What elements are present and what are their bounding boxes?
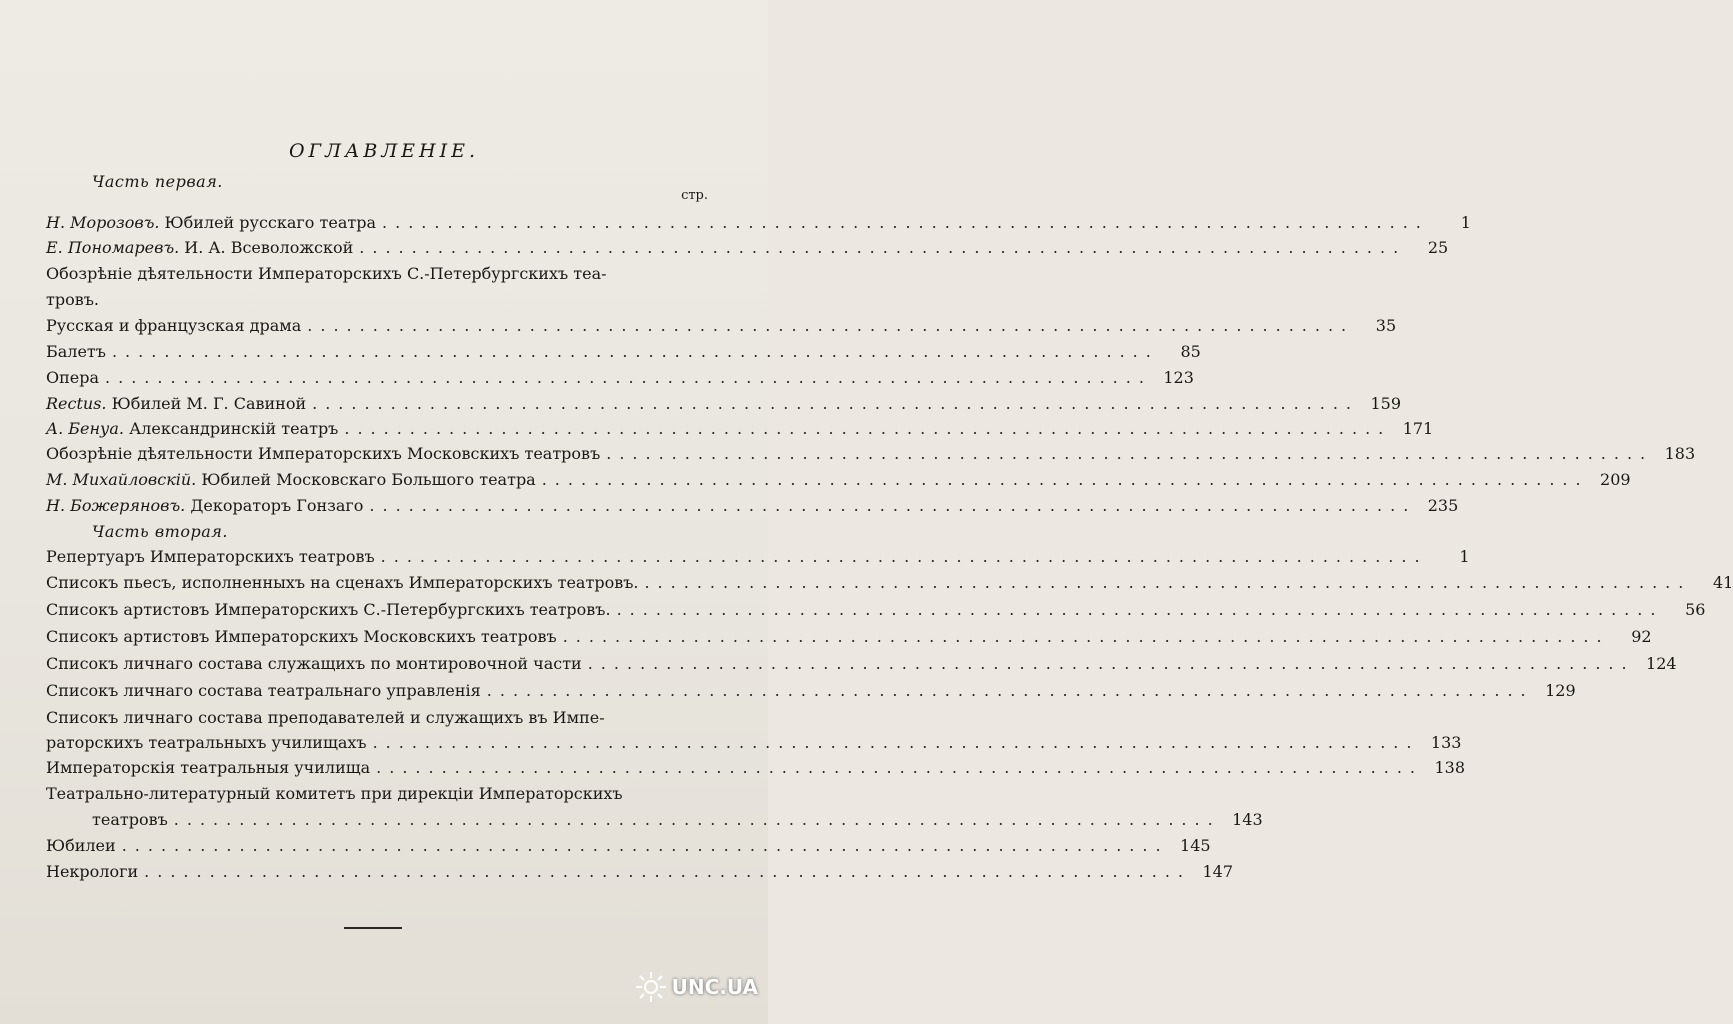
toc-entry: Русская и французская драма ................................................................................ 35 xyxy=(46,316,1397,335)
part-one-heading: Часть первая. xyxy=(92,172,223,191)
toc-entry: Списокъ личнаго состава служащихъ по монтировочной части ................................................................................ 124 xyxy=(46,654,1677,673)
watermark xyxy=(634,970,758,1004)
end-rule xyxy=(344,927,402,929)
toc-entry: Императорскія театральныя училища ................................................................................ 138 xyxy=(46,758,1466,777)
part-two-heading: Часть вторая. xyxy=(92,522,228,541)
toc-entry: Обозрѣніе дѣятельности Императорскихъ С.-Петербургскихъ теа- xyxy=(46,264,607,283)
sun-icon xyxy=(634,970,668,1004)
toc-entry: А. Бенуа. Александринскій театръ ................................................................................ 171 xyxy=(46,419,1434,438)
toc-entry: Списокъ артистовъ Императорскихъ Московскихъ театровъ ................................................................................ 92 xyxy=(46,627,1652,646)
page-column-label: стр. xyxy=(681,188,708,203)
toc-entry: Балетъ ................................................................................ 85 xyxy=(46,342,1201,361)
page-title: ОГЛАВЛЕНІЕ. xyxy=(288,140,480,162)
toc-entry: Н. Морозовъ. Юбилей русскаго театра ................................................................................ 1 xyxy=(46,213,1471,232)
toc-entry-continuation: раторскихъ театральныхъ училищахъ ................................................................................ 133 xyxy=(46,733,1462,752)
toc-entry-continuation: тровъ. xyxy=(46,290,99,309)
toc-entry: Списокъ артистовъ Императорскихъ С.-Петербургскихъ театровъ. ................................................................................ 56 xyxy=(46,600,1706,619)
toc-entry: Списокъ личнаго состава преподавателей и служащихъ въ Импе- xyxy=(46,708,605,727)
toc-entry: Н. Божеряновъ. Декораторъ Гонзаго ................................................................................ 235 xyxy=(46,496,1459,515)
toc-entry: Обозрѣніе дѣятельности Императорскихъ Московскихъ театровъ ................................................................................ 183 xyxy=(46,444,1696,463)
toc-entry: Репертуаръ Императорскихъ театровъ ................................................................................ 1 xyxy=(46,547,1470,566)
toc-entry: Театрально-литературный комитетъ при дирекціи Императорскихъ xyxy=(46,784,623,803)
toc-entry: Опера ................................................................................ 123 xyxy=(46,368,1194,387)
toc-entry: Rectus. Юбилей М. Г. Савиной ................................................................................ 159 xyxy=(46,394,1401,413)
toc-entry-continuation: театровъ ................................................................................ 143 xyxy=(92,810,1263,829)
toc-entry: Е. Пономаревъ. И. А. Всеволожской ................................................................................ 25 xyxy=(46,238,1449,257)
toc-entry: Некрологи ................................................................................ 147 xyxy=(46,862,1234,881)
watermark-text: UNC.UA xyxy=(671,975,758,999)
toc-entry: Юбилеи ................................................................................ 145 xyxy=(46,836,1211,855)
toc-entry: Списокъ пьесъ, исполненныхъ на сценахъ Императорскихъ театровъ. ................................................................................ 41 xyxy=(46,573,1733,592)
toc-entry: М. Михайловскій. Юбилей Московскаго Большого театра ................................................................................ 209 xyxy=(46,470,1631,489)
toc-entry: Списокъ личнаго состава театральнаго управленія ................................................................................ 129 xyxy=(46,681,1576,700)
